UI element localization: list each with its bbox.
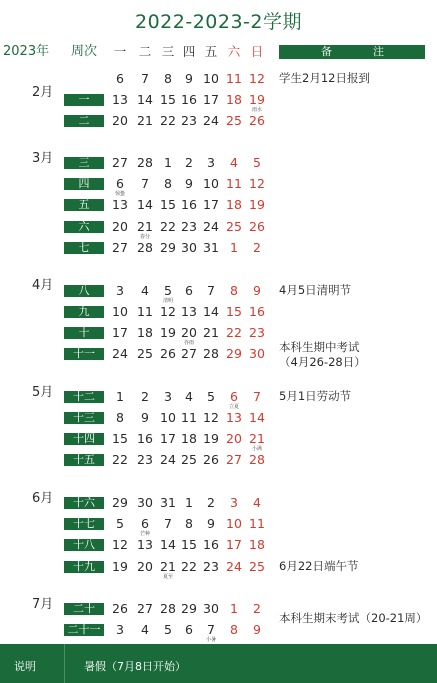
remark-final-exam: 本科生期末考试（20-21周） [279,611,428,625]
week-label: 十五 [64,454,104,466]
solar-term-label: 清明 [162,298,173,304]
day-cell: 3 [207,155,215,170]
week-label: 四 [64,178,104,190]
day-cell: 16 [249,304,265,319]
day-cell: 27 [137,601,153,616]
day-cell: 30 [137,495,153,510]
day-cell: 7 [141,176,149,191]
day-cell: 25 [226,113,242,128]
day-cell: 18 [249,537,265,552]
day-cell: 6 [141,516,149,531]
day-cell: 6 [230,389,238,404]
day-cell: 9 [141,410,149,425]
day-cell: 7 [207,622,215,637]
day-cell: 2 [207,495,215,510]
day-cell: 16 [181,92,197,107]
day-cell: 21 [160,559,176,574]
day-cell: 9 [185,71,193,86]
day-cell: 4 [253,495,261,510]
day-cell: 18 [137,325,153,340]
weekday-header: 四 [182,44,196,59]
remark-dragon-boat: 6月22日端午节 [279,559,359,573]
day-cell: 1 [230,240,238,255]
footer-bar [0,644,437,683]
day-cell: 10 [203,71,219,86]
day-cell: 25 [137,346,153,361]
year-label: 2023年 [3,44,50,59]
day-cell: 19 [160,325,176,340]
week-label: 二十一 [64,624,104,636]
week-label: 十六 [64,497,104,509]
day-cell: 16 [181,197,197,212]
solar-term-label: 立夏 [228,404,239,410]
day-cell: 22 [160,113,176,128]
day-cell: 21 [137,219,153,234]
week-label: 十七 [64,518,104,530]
day-cell: 21 [137,113,153,128]
day-cell: 14 [249,410,265,425]
solar-term-label: 谷雨 [183,340,194,346]
day-cell: 3 [230,495,238,510]
day-cell: 21 [249,431,265,446]
week-label: 五 [64,199,104,211]
notes-header-char-2: 注 [373,45,384,58]
day-cell: 8 [230,622,238,637]
footer-label: 说明 [14,660,36,673]
day-cell: 23 [249,325,265,340]
day-cell: 4 [185,389,193,404]
day-cell: 23 [181,219,197,234]
month-label-may: 5月 [32,385,54,400]
day-cell: 22 [112,452,128,467]
week-label: 八 [64,285,104,297]
day-cell: 12 [160,304,176,319]
week-label: 十 [64,327,104,339]
month-label-mar: 3月 [32,151,54,166]
day-cell: 27 [112,155,128,170]
remark-midterm: 本科生期中考试 [279,340,360,354]
solar-term-label: 小满 [251,446,262,452]
day-cell: 27 [181,346,197,361]
day-cell: 10 [226,516,242,531]
day-cell: 16 [203,537,219,552]
day-cell: 15 [112,431,128,446]
day-cell: 28 [137,155,153,170]
day-cell: 18 [226,197,242,212]
day-cell: 25 [226,219,242,234]
day-cell: 20 [137,559,153,574]
day-cell: 24 [203,219,219,234]
day-cell: 25 [181,452,197,467]
day-cell: 11 [249,516,265,531]
day-cell: 26 [249,113,265,128]
day-cell: 24 [160,452,176,467]
day-cell: 15 [160,197,176,212]
day-cell: 25 [249,559,265,574]
day-cell: 19 [112,559,128,574]
remark-qingming: 4月5日清明节 [279,283,352,297]
day-cell: 29 [112,495,128,510]
day-cell: 14 [137,92,153,107]
weekday-header: 一 [113,44,127,59]
weekday-header: 日 [250,44,264,59]
week-label: 二十 [64,603,104,615]
day-cell: 13 [137,537,153,552]
day-cell: 2 [253,240,261,255]
day-cell: 17 [203,92,219,107]
day-cell: 28 [160,601,176,616]
day-cell: 20 [112,219,128,234]
day-cell: 2 [253,601,261,616]
day-cell: 5 [164,283,172,298]
day-cell: 29 [226,346,242,361]
day-cell: 10 [112,304,128,319]
day-cell: 28 [249,452,265,467]
day-cell: 5 [253,155,261,170]
day-cell: 6 [185,283,193,298]
day-cell: 19 [249,92,265,107]
day-cell: 23 [203,559,219,574]
day-cell: 31 [203,240,219,255]
day-cell: 15 [160,92,176,107]
day-cell: 24 [112,346,128,361]
day-cell: 5 [207,389,215,404]
day-cell: 6 [116,176,124,191]
day-cell: 13 [226,410,242,425]
day-cell: 21 [203,325,219,340]
day-cell: 13 [112,197,128,212]
day-cell: 18 [226,92,242,107]
day-cell: 27 [226,452,242,467]
solar-term-label: 惊蛰 [114,191,125,197]
day-cell: 12 [249,176,265,191]
day-cell: 11 [137,304,153,319]
week-label: 十八 [64,539,104,551]
day-cell: 31 [160,495,176,510]
calendar-title: 2022-2023-2学期 [134,11,302,33]
day-cell: 4 [141,622,149,637]
week-label: 二 [64,115,104,127]
day-cell: 15 [181,537,197,552]
day-cell: 12 [249,71,265,86]
week-label: 十九 [64,561,104,573]
day-cell: 1 [230,601,238,616]
week-label: 九 [64,306,104,318]
month-label-jun: 6月 [32,491,54,506]
day-cell: 22 [181,559,197,574]
day-cell: 7 [164,516,172,531]
day-cell: 19 [203,431,219,446]
day-cell: 9 [185,176,193,191]
footer-divider [64,644,65,683]
day-cell: 14 [160,537,176,552]
day-cell: 1 [116,389,124,404]
day-cell: 6 [116,71,124,86]
day-cell: 20 [226,431,242,446]
day-cell: 30 [249,346,265,361]
day-cell: 7 [253,389,261,404]
day-cell: 3 [116,283,124,298]
day-cell: 5 [164,622,172,637]
day-cell: 23 [137,452,153,467]
day-cell: 11 [226,71,242,86]
day-cell: 9 [253,283,261,298]
day-cell: 22 [160,219,176,234]
weekday-header: 三 [161,44,175,59]
day-cell: 15 [226,304,242,319]
day-cell: 16 [137,431,153,446]
day-cell: 14 [203,304,219,319]
day-cell: 7 [141,71,149,86]
solar-term-label: 芒种 [139,531,150,537]
day-cell: 9 [253,622,261,637]
day-cell: 4 [230,155,238,170]
day-cell: 4 [141,283,149,298]
week-label: 十一 [64,348,104,360]
day-cell: 17 [203,197,219,212]
day-cell: 26 [160,346,176,361]
day-cell: 1 [185,495,193,510]
remark-midterm-dates: （4月26-28日） [279,355,366,369]
day-cell: 18 [181,431,197,446]
week-label: 一 [64,94,104,106]
day-cell: 22 [226,325,242,340]
day-cell: 17 [112,325,128,340]
day-cell: 23 [181,113,197,128]
day-cell: 26 [112,601,128,616]
month-label-jul: 7月 [32,597,54,612]
day-cell: 26 [203,452,219,467]
day-cell: 29 [160,240,176,255]
day-cell: 3 [116,622,124,637]
day-cell: 2 [141,389,149,404]
day-cell: 20 [181,325,197,340]
day-cell: 10 [203,176,219,191]
notes-header-char-1: 备 [321,45,332,58]
week-column-header: 周次 [71,44,98,59]
day-cell: 30 [181,240,197,255]
day-cell: 19 [249,197,265,212]
day-cell: 8 [116,410,124,425]
day-cell: 12 [203,410,219,425]
solar-term-label: 夏至 [162,574,173,580]
day-cell: 8 [230,283,238,298]
solar-term-label: 雨水 [251,107,262,113]
week-label: 十三 [64,412,104,424]
week-label: 六 [64,221,104,233]
day-cell: 8 [164,176,172,191]
day-cell: 11 [181,410,197,425]
day-cell: 13 [112,92,128,107]
week-label: 十二 [64,391,104,403]
solar-term-label: 春分 [139,234,150,240]
month-label-apr: 4月 [32,278,54,293]
day-cell: 14 [137,197,153,212]
day-cell: 28 [137,240,153,255]
day-cell: 27 [112,240,128,255]
day-cell: 3 [164,389,172,404]
remark-labor-day: 5月1日劳动节 [279,389,352,403]
day-cell: 2 [185,155,193,170]
day-cell: 5 [116,516,124,531]
day-cell: 6 [185,622,193,637]
weekday-header: 五 [204,44,218,59]
day-cell: 24 [226,559,242,574]
day-cell: 28 [203,346,219,361]
remark-school-start: 学生2月12日报到 [279,71,370,85]
notes-column-header [279,45,425,59]
day-cell: 30 [203,601,219,616]
day-cell: 8 [185,516,193,531]
day-cell: 12 [112,537,128,552]
day-cell: 26 [249,219,265,234]
day-cell: 20 [112,113,128,128]
day-cell: 8 [164,71,172,86]
solar-term-label: 小暑 [205,637,216,643]
day-cell: 1 [164,155,172,170]
week-label: 十四 [64,433,104,445]
week-label: 三 [64,157,104,169]
month-label-feb: 2月 [32,85,54,100]
day-cell: 17 [226,537,242,552]
day-cell: 7 [207,283,215,298]
day-cell: 24 [203,113,219,128]
week-label: 七 [64,242,104,254]
day-cell: 10 [160,410,176,425]
day-cell: 9 [207,516,215,531]
day-cell: 13 [181,304,197,319]
day-cell: 29 [181,601,197,616]
footer-text: 暑假（7月8日开始） [84,660,186,673]
weekday-header: 二 [138,44,152,59]
day-cell: 11 [226,176,242,191]
day-cell: 17 [160,431,176,446]
weekday-header: 六 [227,44,241,59]
